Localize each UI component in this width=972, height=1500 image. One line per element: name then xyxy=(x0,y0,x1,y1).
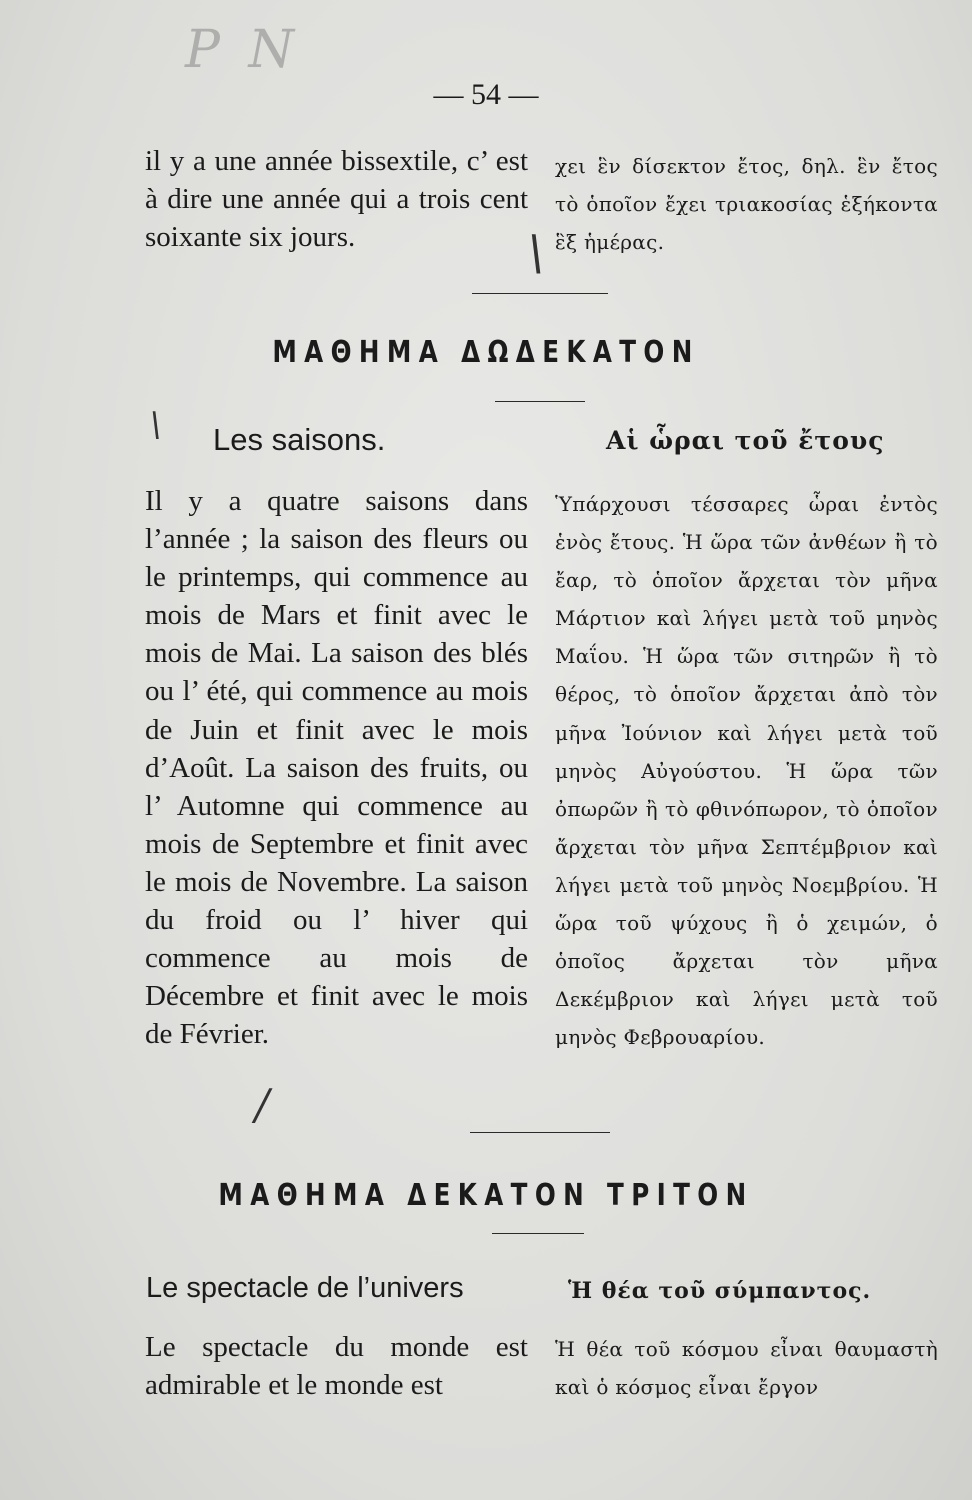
page-number: — 54 — xyxy=(433,78,539,111)
pencil-check-mark: \ xyxy=(528,225,545,281)
french-paragraph-seasons: Il y a quatre saisons dans l’année ; la saison des fleurs ou le printemps, qui commence au mois de Mars et finit avec le mois de Mai. La saison des blés ou l’ été, qui commence au mois de Juin et finit avec le mois d’Août. La saison des fruits, ou l’ Automne qui commence au mois de Septembre et finit avec le mois de Novembre. La saison du froid ou l’ hiver qui commence au mois de Décembre et finit avec le mois de Février. xyxy=(145,485,528,1051)
greek-paragraph-seasons: Ὑπάρχουσι τέσσαρες ὧραι ἐντὸς ἑνὸς ἔτους. Ἡ ὥρα τῶν ἀνθέων ἢ τὸ ἔαρ, τὸ ὁποῖον ἄρχεται τὸν μῆνα Μάρτιον καὶ λήγει μετὰ τοῦ μηνὸς Μαΐου. Ἡ ὥρα τῶν σιτηρῶν ἢ τὸ θέρος, τὸ ὁποῖον ἄρχεται ἀπὸ τὸν μῆνα Ἰούνιον καὶ λήγει μετὰ τοῦ μηνὸς Αὐγούστου. Ἡ ὥρα τῶν ὀπωρῶν ἢ τὸ φθινόπωρον, τὸ ὁποῖον ἄρχεται τὸν μῆνα Σεπτέμβριον καὶ λήγει μετὰ τοῦ μηνὸς Νοεμβρίου. Ἡ ὥρα τοῦ ψύχους ἢ ὁ χειμών, ὁ ὁποῖος ἄρχεται τὸν μῆνα Δεκέμβριον καὶ λήγει μετὰ τοῦ μηνὸς Φεβρουαρίου. xyxy=(555,492,938,1050)
greek-column-top xyxy=(555,147,938,261)
lesson-title-twelfth: ΜΑΘΗΜΑ ΔΩΔΕΚΑΤΟΝ xyxy=(272,335,700,370)
greek-paragraph-universe: Ἡ θέα τοῦ κόσμου εἶναι θαυμαστὴ καὶ ὁ κόσμος εἶναι ἔργον xyxy=(555,1337,938,1400)
french-paragraph-universe: Le spectacle du monde est admirable et le monde est xyxy=(145,1331,528,1402)
greek-heading-universe: Ἡ θέα τοῦ σύμπαντος. xyxy=(568,1278,872,1304)
greek-paragraph-continuation: χει ἓν δίσεκτον ἔτος, δηλ. ἓν ἔτος τὸ ὁποῖον ἔχει τριακοσίας ἑξήκοντα ἓξ ἡμέρας. xyxy=(555,154,938,255)
divider-rule xyxy=(472,293,608,294)
french-paragraph-continuation: il y a une année bissextile, c’ est à dire une année qui a trois cent soixante six jours. xyxy=(145,145,528,254)
french-heading-universe: Le spectacle de l’univers xyxy=(146,1272,464,1304)
french-column-universe xyxy=(145,1328,528,1404)
title-underline-rule xyxy=(492,1233,584,1234)
greek-heading-seasons: Αἱ ὧραι τοῦ ἔτους xyxy=(606,426,885,455)
french-column-top xyxy=(145,142,528,256)
greek-column-seasons xyxy=(555,485,938,1056)
lesson-title-thirteenth: ΜΑΘΗΜΑ ΔΕΚΑΤΟΝ ΤΡΙΤΟΝ xyxy=(218,1178,754,1213)
title-underline-rule xyxy=(495,401,585,402)
divider-rule xyxy=(470,1132,610,1133)
french-heading-seasons: Les saisons. xyxy=(213,422,386,457)
margin-tick-mark: \ xyxy=(150,405,162,445)
french-column-seasons xyxy=(145,482,528,1053)
greek-column-universe xyxy=(555,1330,938,1406)
pencil-slash-mark: / xyxy=(255,1080,270,1129)
pencil-annotation: P N xyxy=(185,20,301,80)
